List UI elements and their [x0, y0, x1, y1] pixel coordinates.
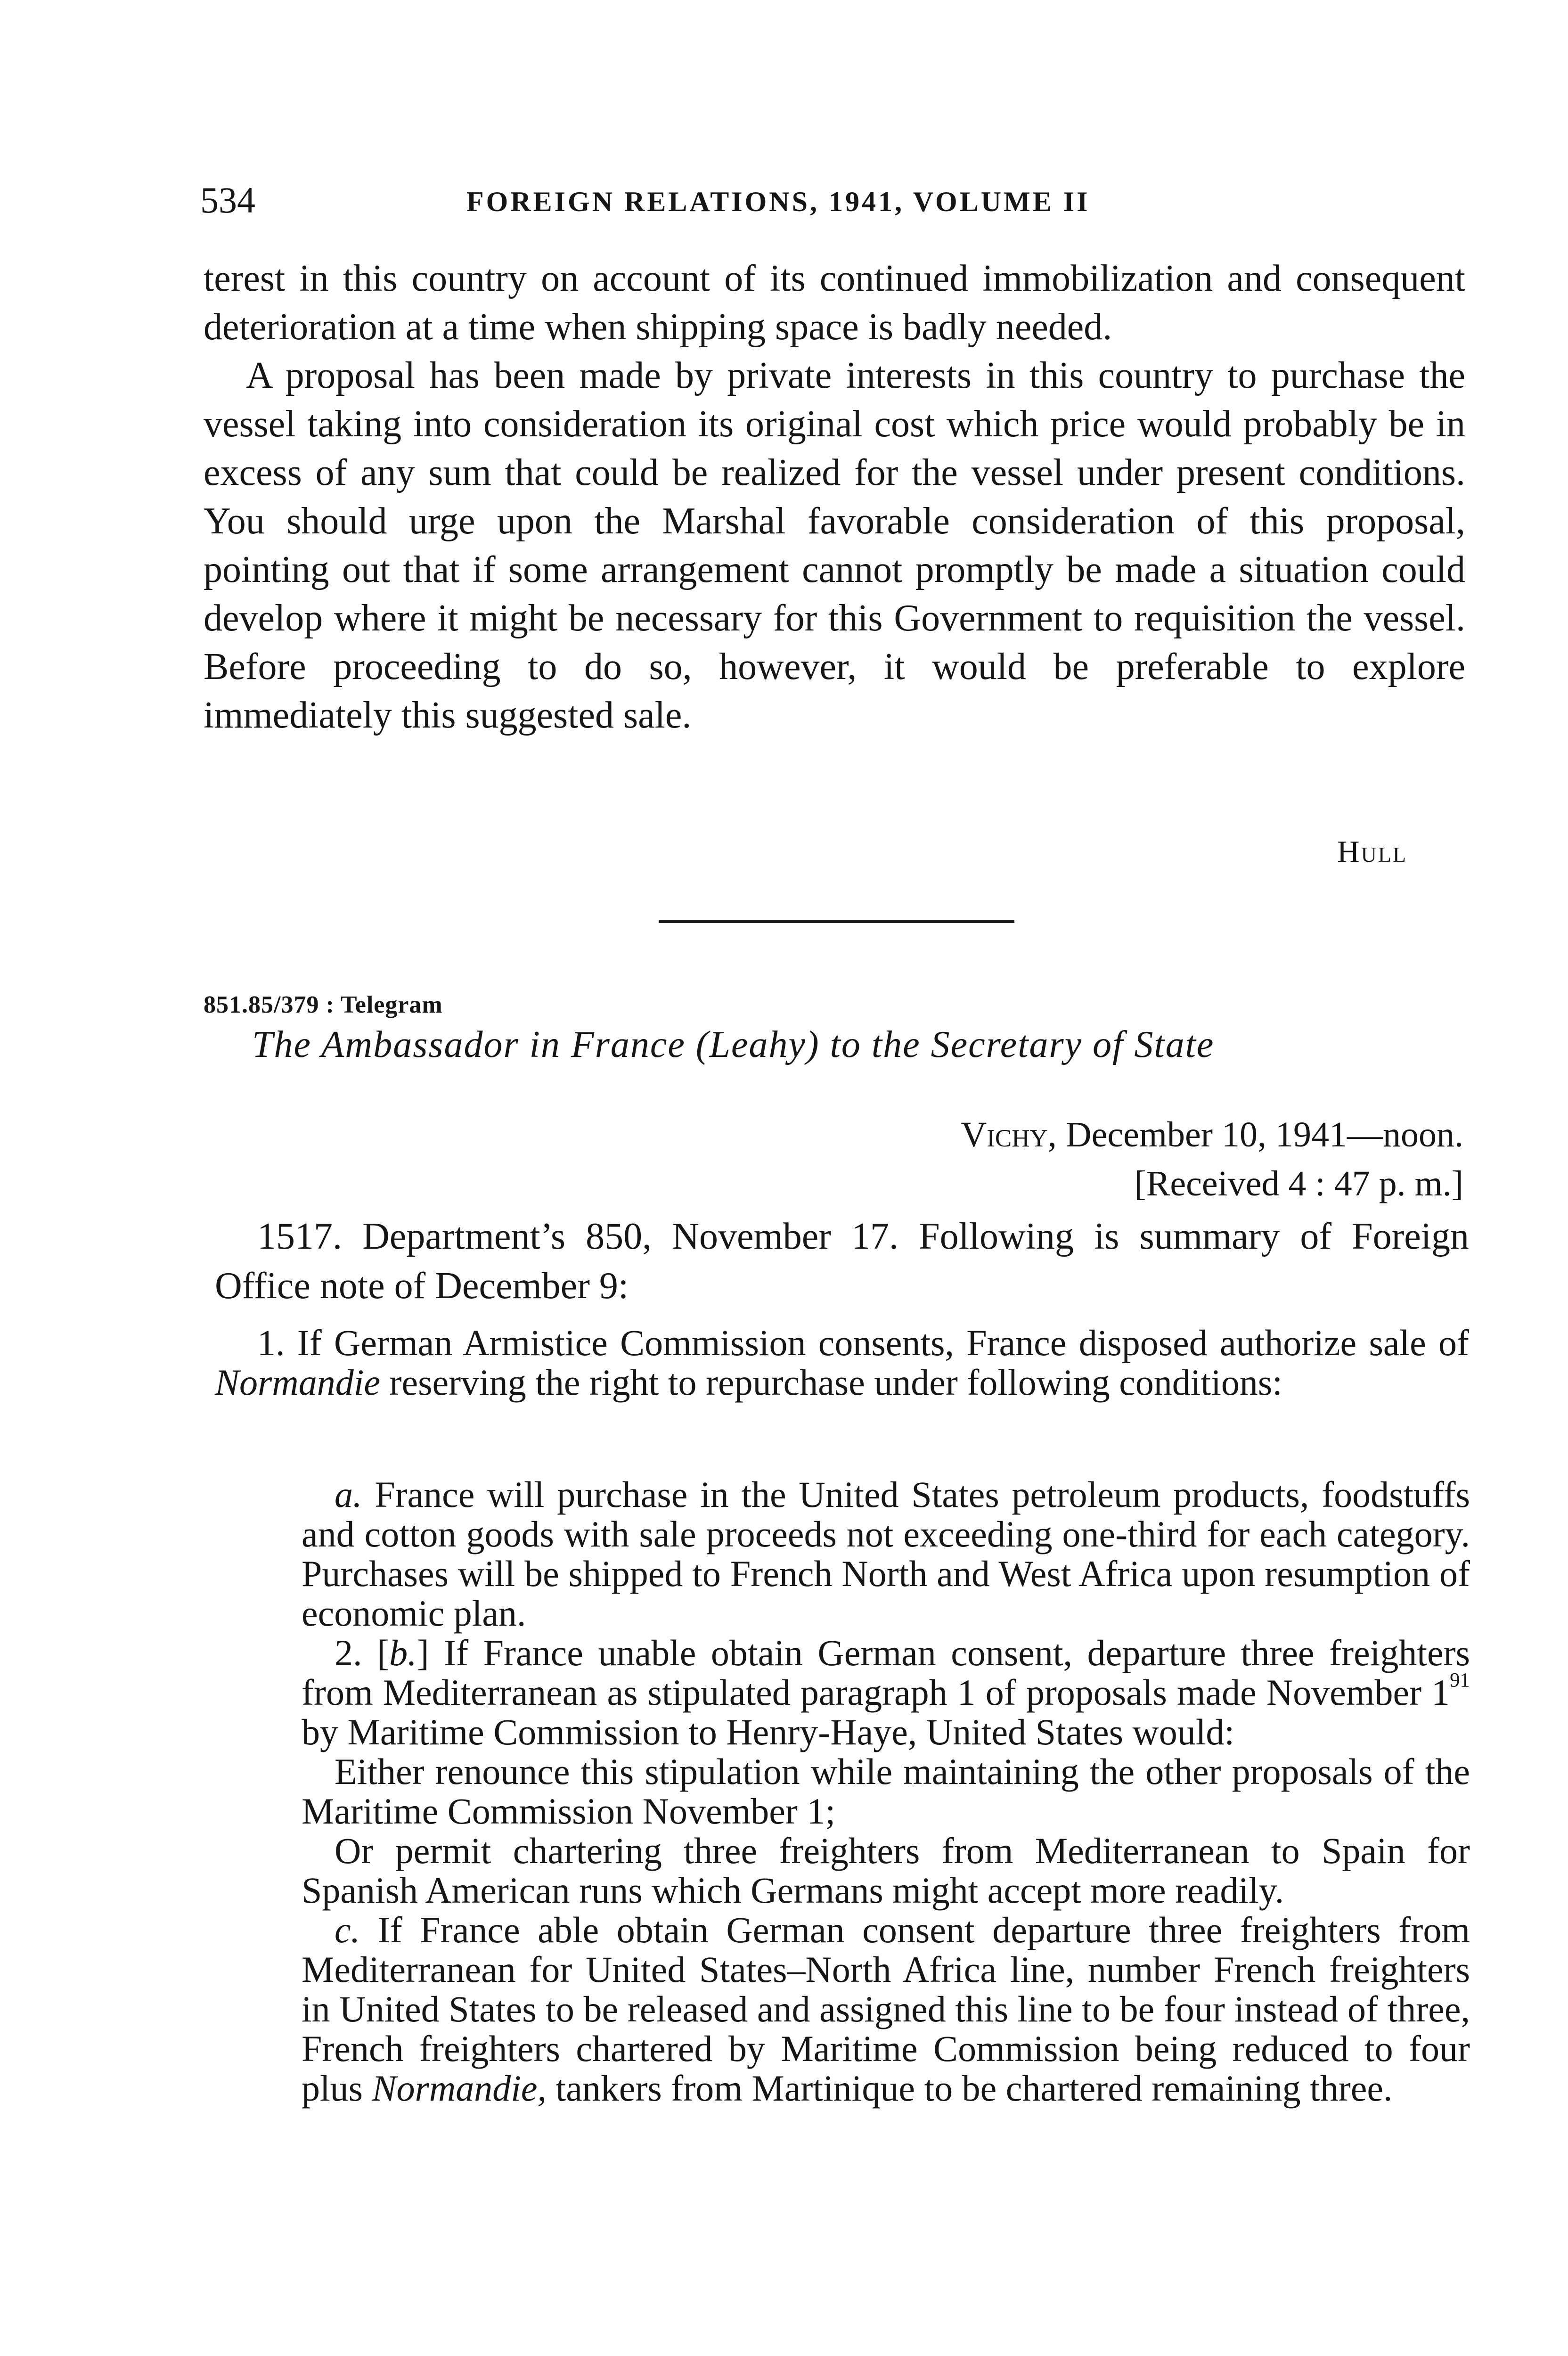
received-line: [Received 4 : 47 p. m.] [1134, 1164, 1463, 1203]
ship-name: Normandie [215, 1362, 380, 1403]
item-2-text-b: by Maritime Commission to Henry-Haye, United States would: [302, 1711, 1235, 1752]
item-c [302, 1910, 1470, 2108]
or-option: Or permit chartering three freighters from Mediterranean to Spain for Spanish American runs which Germans might accept more readily. [302, 1830, 1470, 1911]
intro-paragraph-1: terest in this country on account of its continued immobilization and consequent deterioration at a time when shipping space is badly needed. [204, 258, 1465, 348]
item-a [302, 1475, 1470, 1633]
item-1-text-b: reserving the right to repurchase under following conditions: [380, 1362, 1282, 1403]
item-c-label: c. [335, 1909, 360, 1950]
date-line [961, 1110, 1463, 1159]
item-c-text-b: tankers from Martinique to be chartered remaining three. [547, 2068, 1393, 2109]
item-2-label: 2. [ [335, 1632, 390, 1673]
intro-text [204, 254, 1465, 740]
date: , December 10, 1941—noon. [1047, 1115, 1463, 1154]
item-1 [215, 1323, 1469, 1402]
telegram-opening [215, 1212, 1469, 1311]
ship-name: Normandie, [372, 2068, 547, 2109]
opening-paragraph: 1517. Department’s 850, November 17. Following is summary of Foreign Office note of December 9: [215, 1216, 1469, 1307]
either-option: Either renounce this stipulation while maintaining the other proposals of the Maritime Commission November 1; [302, 1751, 1470, 1832]
file-number: 851.85/379 : Telegram [204, 991, 443, 1018]
item-1-text-a: 1. If German Armistice Commission consents, France disposed authorize sale of [257, 1322, 1469, 1363]
item-2-text-a: If France unable obtain German consent, departure three freighters from Mediterranean as stipulated paragraph 1 of proposals made November 1 [302, 1632, 1470, 1713]
intro-paragraph-2: A proposal has been made by private interests in this country to purchase the vessel taking into consideration its original cost which price would probably be in excess of any sum that could be realized for the vessel under present conditions. You should urge upon the Marshal favorable consideration of this proposal, pointing out that if some arrangement cannot promptly be made a situation could develop where it might be necessary for this Government to requisition the vessel. Before proceeding to do so, however, it would be preferable to explore immediately this suggested sale. [204, 355, 1465, 736]
running-title: FOREIGN RELATIONS, 1941, VOLUME II [466, 186, 1090, 217]
section-divider [659, 920, 1014, 923]
document-title: The Ambassador in France (Leahy) to the Secretary of State [252, 1024, 1215, 1065]
item-1-paragraph [215, 1323, 1469, 1402]
item-a-label: a. [335, 1474, 362, 1515]
footnote-reference: 91 [1450, 1669, 1470, 1692]
page-header [200, 179, 1472, 226]
item-c-text-a: If France able obtain German consent departure three freighters from Mediterranean for United States–North Africa line, number French freighters in United States to be released and assigned this line to be four instead of three, French freighters chartered by Maritime Commission being reduced to four plus [302, 1909, 1470, 2109]
page-number: 534 [200, 180, 255, 221]
place: Vichy [961, 1115, 1048, 1154]
sub-items [302, 1475, 1470, 2108]
item-2 [302, 1633, 1470, 1752]
dateline [961, 1110, 1463, 1208]
item-2-bracket: ] [416, 1632, 429, 1673]
signature: Hull [1337, 834, 1408, 869]
item-2-letter: b. [389, 1632, 417, 1673]
item-a-text: France will purchase in the United States petroleum products, foodstuffs and cotton goods with sale proceeds not exceeding one-third for each category. Purchases will be shipped to French North and West Africa upon resumption of economic plan. [302, 1474, 1470, 1634]
